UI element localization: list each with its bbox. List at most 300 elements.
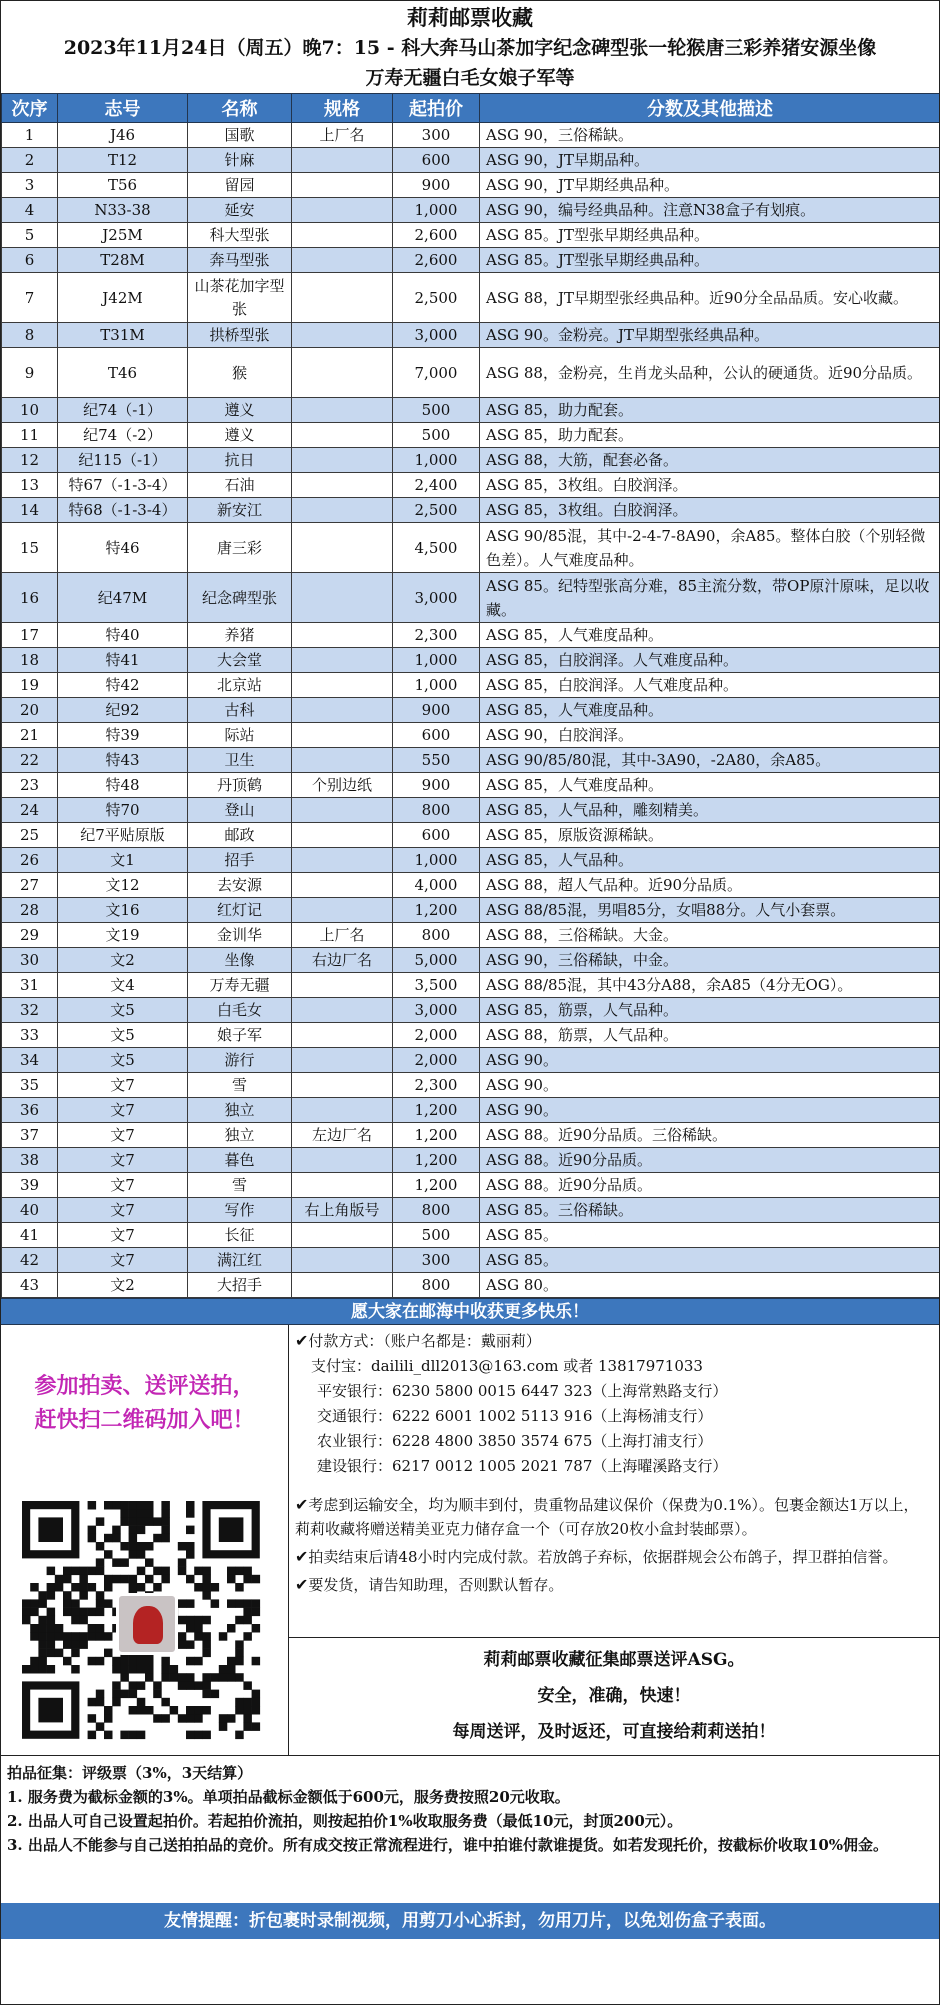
lot-name: 娘子军: [188, 1023, 292, 1048]
lot-name: 金训华: [188, 923, 292, 948]
payment-panel: [289, 1325, 939, 1755]
lot-code: 文7: [58, 1098, 188, 1123]
lot-number: 9: [2, 348, 58, 398]
lot-number: 27: [2, 873, 58, 898]
rule-item: 2. 出品人可自己设置起拍价。若起拍价流拍，则按起拍价1%收取服务费（最低10元，封顶200元）。: [7, 1812, 683, 1830]
table-row: [2, 948, 940, 973]
col-header-no: 次序: [2, 94, 58, 123]
lot-name: 科大型张: [188, 223, 292, 248]
check-icon: ✔: [295, 1547, 309, 1566]
lot-number: 7: [2, 273, 58, 323]
table-row: [2, 798, 940, 823]
lot-number: 19: [2, 673, 58, 698]
lot-code: T46: [58, 348, 188, 398]
table-row: [2, 923, 940, 948]
bank-line: 建设银行：6217 0012 1005 2021 787（上海曜溪路支行）: [317, 1457, 728, 1475]
table-row: [2, 1198, 940, 1223]
lot-code: J46: [58, 123, 188, 148]
banner: 愿大家在邮海中收获更多快乐！: [1, 1298, 939, 1325]
lot-number: 11: [2, 423, 58, 448]
lot-name: 猴: [188, 348, 292, 398]
lot-spec: [292, 1073, 393, 1098]
lot-description: ASG 85，人气难度品种。: [480, 698, 940, 723]
table-row: [2, 323, 940, 348]
lot-name: 满江红: [188, 1248, 292, 1273]
lot-start-price: 2,600: [393, 223, 480, 248]
lot-code: 特39: [58, 723, 188, 748]
table-row: [2, 448, 940, 473]
table-row: [2, 1048, 940, 1073]
lot-description: ASG 88，筋票，人气品种。: [480, 1023, 940, 1048]
lot-description: ASG 88/85混，男唱85分，女唱88分。人气小套票。: [480, 898, 940, 923]
lot-number: 30: [2, 948, 58, 973]
lot-spec: [292, 1173, 393, 1198]
lot-number: 37: [2, 1123, 58, 1148]
lot-spec: [292, 573, 393, 623]
lot-description: ASG 80。: [480, 1273, 940, 1298]
lot-spec: 上厂名: [292, 923, 393, 948]
lot-number: 12: [2, 448, 58, 473]
table-row: [2, 273, 940, 323]
lot-start-price: 900: [393, 773, 480, 798]
table-row: [2, 1023, 940, 1048]
lot-number: 42: [2, 1248, 58, 1273]
lot-description: ASG 85。三俗稀缺。: [480, 1198, 940, 1223]
promo-panel: [1, 1325, 289, 1755]
lots-table: [1, 93, 940, 1298]
qr-logo: [116, 1593, 178, 1655]
table-row: [2, 1273, 940, 1298]
table-row: [2, 473, 940, 498]
lot-description: ASG 85，白胶润泽。人气难度品种。: [480, 673, 940, 698]
lot-name: 延安: [188, 198, 292, 223]
lot-spec: [292, 348, 393, 398]
page-title: 莉莉邮票收藏: [407, 5, 533, 30]
lot-start-price: 900: [393, 173, 480, 198]
lot-start-price: 500: [393, 398, 480, 423]
lot-code: 特70: [58, 798, 188, 823]
lot-code: 文19: [58, 923, 188, 948]
table-row: [2, 823, 940, 848]
rules-title: 拍品征集：评级票（3%，3天结算）: [7, 1764, 253, 1782]
lot-start-price: 2,600: [393, 248, 480, 273]
lot-number: 36: [2, 1098, 58, 1123]
lot-code: 文7: [58, 1198, 188, 1223]
lot-code: 特67（-1-3-4）: [58, 473, 188, 498]
lot-spec: [292, 1223, 393, 1248]
lot-description: ASG 90/85/80混，其中-3A90，-2A80，余A85。: [480, 748, 940, 773]
lot-description: ASG 88，三俗稀缺。大金。: [480, 923, 940, 948]
lot-code: 文7: [58, 1148, 188, 1173]
lot-spec: [292, 673, 393, 698]
lot-number: 21: [2, 723, 58, 748]
lot-start-price: 2,300: [393, 1073, 480, 1098]
lot-code: T56: [58, 173, 188, 198]
lot-code: 特42: [58, 673, 188, 698]
lot-spec: [292, 1148, 393, 1173]
lot-start-price: 800: [393, 1198, 480, 1223]
table-row: [2, 748, 940, 773]
lot-code: 文4: [58, 973, 188, 998]
lot-spec: [292, 323, 393, 348]
lot-start-price: 800: [393, 1273, 480, 1298]
lot-description: ASG 85。JT型张早期经典品种。: [480, 223, 940, 248]
lot-code: 文12: [58, 873, 188, 898]
lot-start-price: 4,500: [393, 523, 480, 573]
lot-spec: [292, 898, 393, 923]
lot-code: 文2: [58, 948, 188, 973]
table-row: [2, 648, 940, 673]
lot-spec: 右边厂名: [292, 948, 393, 973]
lot-code: 纪7平贴原版: [58, 823, 188, 848]
lot-start-price: 550: [393, 748, 480, 773]
check-icon: ✔: [295, 1331, 309, 1350]
table-row: [2, 1148, 940, 1173]
lot-name: 独立: [188, 1098, 292, 1123]
lot-spec: [292, 223, 393, 248]
lot-description: ASG 85，助力配套。: [480, 398, 940, 423]
lot-start-price: 1,000: [393, 198, 480, 223]
table-row: [2, 398, 940, 423]
table-row: [2, 223, 940, 248]
lot-code: 文5: [58, 1023, 188, 1048]
lot-name: 游行: [188, 1048, 292, 1073]
lot-name: 独立: [188, 1123, 292, 1148]
col-header-desc: 分数及其他描述: [480, 94, 940, 123]
table-row: [2, 698, 940, 723]
lot-number: 43: [2, 1273, 58, 1298]
lot-number: 28: [2, 898, 58, 923]
lot-start-price: 1,200: [393, 1173, 480, 1198]
lot-name: 际站: [188, 723, 292, 748]
lot-description: ASG 88/85混，其中43分A88，余A85（4分无OG）。: [480, 973, 940, 998]
lot-number: 15: [2, 523, 58, 573]
table-row: [2, 873, 940, 898]
lot-name: 北京站: [188, 673, 292, 698]
table-row: [2, 498, 940, 523]
lot-start-price: 2,500: [393, 498, 480, 523]
lot-name: 白毛女: [188, 998, 292, 1023]
lot-description: ASG 90，编号经典品种。注意N38盒子有划痕。: [480, 198, 940, 223]
lot-description: ASG 90，白胶润泽。: [480, 723, 940, 748]
lot-start-price: 3,500: [393, 973, 480, 998]
lot-spec: [292, 148, 393, 173]
lot-spec: [292, 248, 393, 273]
lot-start-price: 900: [393, 698, 480, 723]
lot-spec: [292, 1048, 393, 1073]
lot-name: 去安源: [188, 873, 292, 898]
lot-description: ASG 85，原版资源稀缺。: [480, 823, 940, 848]
check-icon: ✔: [295, 1575, 309, 1594]
lot-spec: [292, 498, 393, 523]
lot-number: 16: [2, 573, 58, 623]
lot-name: 新安江: [188, 498, 292, 523]
lot-number: 25: [2, 823, 58, 848]
lot-name: 奔马型张: [188, 248, 292, 273]
table-row: [2, 573, 940, 623]
lot-number: 8: [2, 323, 58, 348]
table-row: [2, 898, 940, 923]
lot-start-price: 1,000: [393, 648, 480, 673]
lot-number: 39: [2, 1173, 58, 1198]
lot-code: T31M: [58, 323, 188, 348]
lot-name: 唐三彩: [188, 523, 292, 573]
qr-code[interactable]: [13, 1498, 269, 1742]
lot-code: 特43: [58, 748, 188, 773]
payment-deadline-note: 拍卖结束后请48小时内完成付款。若放鸽子弃标，依据群规会公布鸽子，捍卫群拍信誉。: [308, 1548, 898, 1566]
lot-start-price: 600: [393, 823, 480, 848]
lot-start-price: 2,000: [393, 1023, 480, 1048]
table-row: [2, 123, 940, 148]
lot-code: 文2: [58, 1273, 188, 1298]
lot-start-price: 800: [393, 798, 480, 823]
lot-start-price: 4,000: [393, 873, 480, 898]
lot-description: ASG 85，助力配套。: [480, 423, 940, 448]
lot-number: 38: [2, 1148, 58, 1173]
lot-description: ASG 85，3枚组。白胶润泽。: [480, 473, 940, 498]
lot-number: 23: [2, 773, 58, 798]
lot-description: ASG 90。金粉亮。JT早期型张经典品种。: [480, 323, 940, 348]
lot-start-price: 300: [393, 123, 480, 148]
lot-start-price: 1,200: [393, 1123, 480, 1148]
table-row: [2, 248, 940, 273]
lot-code: 文7: [58, 1223, 188, 1248]
lot-description: ASG 90，三俗稀缺，中金。: [480, 948, 940, 973]
shipping-note: 考虑到运输安全，均为顺丰到付，贵重物品建议保价（保费为0.1%）。包裹金额达1万以上，莉莉收藏将赠送精美亚克力储存盒一个（可存放20枚小盒封装邮票）。: [295, 1496, 919, 1538]
lot-description: ASG 85，人气难度品种。: [480, 623, 940, 648]
lot-spec: [292, 798, 393, 823]
lot-description: ASG 88，JT早期型张经典品种。近90分全品品质。安心收藏。: [480, 273, 940, 323]
lot-spec: [292, 1273, 393, 1298]
lot-code: 文7: [58, 1123, 188, 1148]
header: [1, 1, 939, 93]
lot-name: 石油: [188, 473, 292, 498]
lot-number: 32: [2, 998, 58, 1023]
lot-name: 遵义: [188, 398, 292, 423]
lot-spec: [292, 473, 393, 498]
footer-reminder: 友情提醒：折包裹时录制视频，用剪刀小心拆封，勿用刀片，以免划伤盒子表面。: [1, 1903, 939, 1939]
lot-spec: [292, 398, 393, 423]
lot-number: 6: [2, 248, 58, 273]
lot-number: 3: [2, 173, 58, 198]
lot-name: 雪: [188, 1173, 292, 1198]
lot-spec: [292, 1023, 393, 1048]
lot-spec: [292, 448, 393, 473]
lot-description: ASG 85，人气品种，雕刻精美。: [480, 798, 940, 823]
lot-name: 万寿无疆: [188, 973, 292, 998]
lot-start-price: 1,000: [393, 673, 480, 698]
lot-code: 特46: [58, 523, 188, 573]
lot-spec: 个别边纸: [292, 773, 393, 798]
lot-number: 13: [2, 473, 58, 498]
lot-start-price: 600: [393, 723, 480, 748]
lot-start-price: 800: [393, 923, 480, 948]
col-header-price: 起拍价: [393, 94, 480, 123]
lot-description: ASG 88。近90分品质。: [480, 1173, 940, 1198]
lot-spec: [292, 648, 393, 673]
lot-code: 特40: [58, 623, 188, 648]
promo-text: [1, 1325, 288, 1437]
delivery-note: 要发货，请告知助理，否则默认暂存。: [308, 1576, 564, 1594]
col-header-spec: 规格: [292, 94, 393, 123]
lot-number: 41: [2, 1223, 58, 1248]
lot-description: ASG 90/85混，其中-2-4-7-8A90，余A85。整体白胶（个别轻微色差）。人气难度品种。: [480, 523, 940, 573]
lot-code: 文7: [58, 1173, 188, 1198]
lot-description: ASG 85，筋票，人气品种。: [480, 998, 940, 1023]
lot-code: 文1: [58, 848, 188, 873]
bank-line: 交通银行：6222 6001 1002 5113 916（上海杨浦支行）: [317, 1407, 713, 1425]
lot-code: 纪92: [58, 698, 188, 723]
payment-heading: 付款方式：（账户名都是：戴丽莉）: [308, 1332, 541, 1350]
lot-description: ASG 90，JT早期品种。: [480, 148, 940, 173]
lot-code: 纪74（-2）: [58, 423, 188, 448]
lot-description: ASG 88，大筋，配套必备。: [480, 448, 940, 473]
lot-name: 留园: [188, 173, 292, 198]
col-header-name: 名称: [188, 94, 292, 123]
lot-start-price: 500: [393, 423, 480, 448]
lot-start-price: 3,000: [393, 573, 480, 623]
lot-name: 坐像: [188, 948, 292, 973]
table-row: [2, 1098, 940, 1123]
lot-number: 29: [2, 923, 58, 948]
lot-spec: 左边厂名: [292, 1123, 393, 1148]
alipay-line: 支付宝：dailili_dll2013@163.com 或者 13817971033: [311, 1357, 703, 1375]
lot-description: ASG 85。: [480, 1248, 940, 1273]
lot-name: 养猪: [188, 623, 292, 648]
info-section: [1, 1325, 939, 1756]
table-header-row: [2, 94, 940, 123]
lot-number: 2: [2, 148, 58, 173]
lot-number: 20: [2, 698, 58, 723]
lot-name: 红灯记: [188, 898, 292, 923]
table-row: [2, 773, 940, 798]
lot-start-price: 600: [393, 148, 480, 173]
bank-line: 农业银行：6228 4800 3850 3574 675（上海打浦支行）: [317, 1432, 713, 1450]
lot-name: 大会堂: [188, 648, 292, 673]
lot-description: ASG 85，白胶润泽。人气难度品种。: [480, 648, 940, 673]
lot-start-price: 1,200: [393, 1148, 480, 1173]
lot-description: ASG 88，超人气品种。近90分品质。: [480, 873, 940, 898]
lot-number: 24: [2, 798, 58, 823]
lot-name: 拱桥型张: [188, 323, 292, 348]
lot-name: 古科: [188, 698, 292, 723]
lot-number: 14: [2, 498, 58, 523]
slogan-line-2: 安全，准确，快速！: [537, 1686, 691, 1706]
lot-number: 17: [2, 623, 58, 648]
auction-subtitle-2: 万寿无疆白毛女娘子军等: [365, 67, 575, 89]
table-row: [2, 1248, 940, 1273]
lot-number: 22: [2, 748, 58, 773]
lot-spec: [292, 998, 393, 1023]
lot-name: 写作: [188, 1198, 292, 1223]
check-icon: ✔: [295, 1495, 309, 1514]
table-row: [2, 623, 940, 648]
lot-number: 26: [2, 848, 58, 873]
lot-number: 10: [2, 398, 58, 423]
table-row: [2, 1173, 940, 1198]
lot-spec: [292, 973, 393, 998]
lot-spec: 上厂名: [292, 123, 393, 148]
lot-spec: [292, 823, 393, 848]
lot-start-price: 5,000: [393, 948, 480, 973]
lot-start-price: 1,000: [393, 448, 480, 473]
lot-code: 文7: [58, 1073, 188, 1098]
lot-spec: [292, 1248, 393, 1273]
lot-number: 33: [2, 1023, 58, 1048]
lots-body: [2, 123, 940, 1298]
lot-code: 特48: [58, 773, 188, 798]
lot-spec: 右上角版号: [292, 1198, 393, 1223]
lot-name: 山茶花加字型张: [188, 273, 292, 323]
rule-item: 1. 服务费为截标金额的3%。单项拍品截标金额低于600元，服务费按照20元收取。: [7, 1788, 570, 1806]
lot-name: 遵义: [188, 423, 292, 448]
lot-code: 文5: [58, 998, 188, 1023]
lot-code: 文7: [58, 1248, 188, 1273]
lot-name: 雪: [188, 1073, 292, 1098]
lot-spec: [292, 848, 393, 873]
lot-name: 暮色: [188, 1148, 292, 1173]
lot-description: ASG 90。: [480, 1048, 940, 1073]
promo-line-2: 赶快扫二维码加入吧！: [34, 1407, 255, 1433]
lot-number: 4: [2, 198, 58, 223]
lot-description: ASG 88，金粉亮，生肖龙头品种，公认的硬通货。近90分品质。: [480, 348, 940, 398]
lot-code: 特68（-1-3-4）: [58, 498, 188, 523]
lot-start-price: 500: [393, 1223, 480, 1248]
table-row: [2, 523, 940, 573]
lot-name: 丹顶鹤: [188, 773, 292, 798]
table-row: [2, 848, 940, 873]
lot-name: 登山: [188, 798, 292, 823]
lot-start-price: 1,200: [393, 898, 480, 923]
lot-start-price: 7,000: [393, 348, 480, 398]
lot-code: 文5: [58, 1048, 188, 1073]
table-row: [2, 198, 940, 223]
table-row: [2, 423, 940, 448]
lot-start-price: 2,500: [393, 273, 480, 323]
lot-spec: [292, 623, 393, 648]
lot-spec: [292, 273, 393, 323]
rule-item: 3. 出品人不能参与自己送拍拍品的竞价。所有成交按正常流程进行，谁中拍谁付款谁提货。如若发现托价，按截标价收取10%佣金。: [7, 1836, 889, 1854]
lot-start-price: 3,000: [393, 998, 480, 1023]
lot-name: 大招手: [188, 1273, 292, 1298]
lot-code: 文16: [58, 898, 188, 923]
payment-info: [289, 1325, 939, 1637]
lot-description: ASG 85。: [480, 1223, 940, 1248]
lot-name: 招手: [188, 848, 292, 873]
lot-number: 40: [2, 1198, 58, 1223]
table-row: [2, 723, 940, 748]
consignment-rules: [1, 1756, 939, 1903]
lot-code: T28M: [58, 248, 188, 273]
table-row: [2, 998, 940, 1023]
table-row: [2, 173, 940, 198]
lot-description: ASG 85，人气难度品种。: [480, 773, 940, 798]
lot-start-price: 300: [393, 1248, 480, 1273]
lot-description: ASG 90。: [480, 1073, 940, 1098]
slogan-line-3: 每周送评，及时返还，可直接给莉莉送拍！: [452, 1722, 776, 1742]
lot-description: ASG 88。近90分品质。三俗稀缺。: [480, 1123, 940, 1148]
lot-code: 特41: [58, 648, 188, 673]
lot-spec: [292, 698, 393, 723]
lot-description: ASG 85，人气品种。: [480, 848, 940, 873]
lot-number: 18: [2, 648, 58, 673]
lot-number: 35: [2, 1073, 58, 1098]
lot-start-price: 2,300: [393, 623, 480, 648]
table-row: [2, 973, 940, 998]
lot-name: 抗日: [188, 448, 292, 473]
lot-spec: [292, 198, 393, 223]
col-header-code: 志号: [58, 94, 188, 123]
